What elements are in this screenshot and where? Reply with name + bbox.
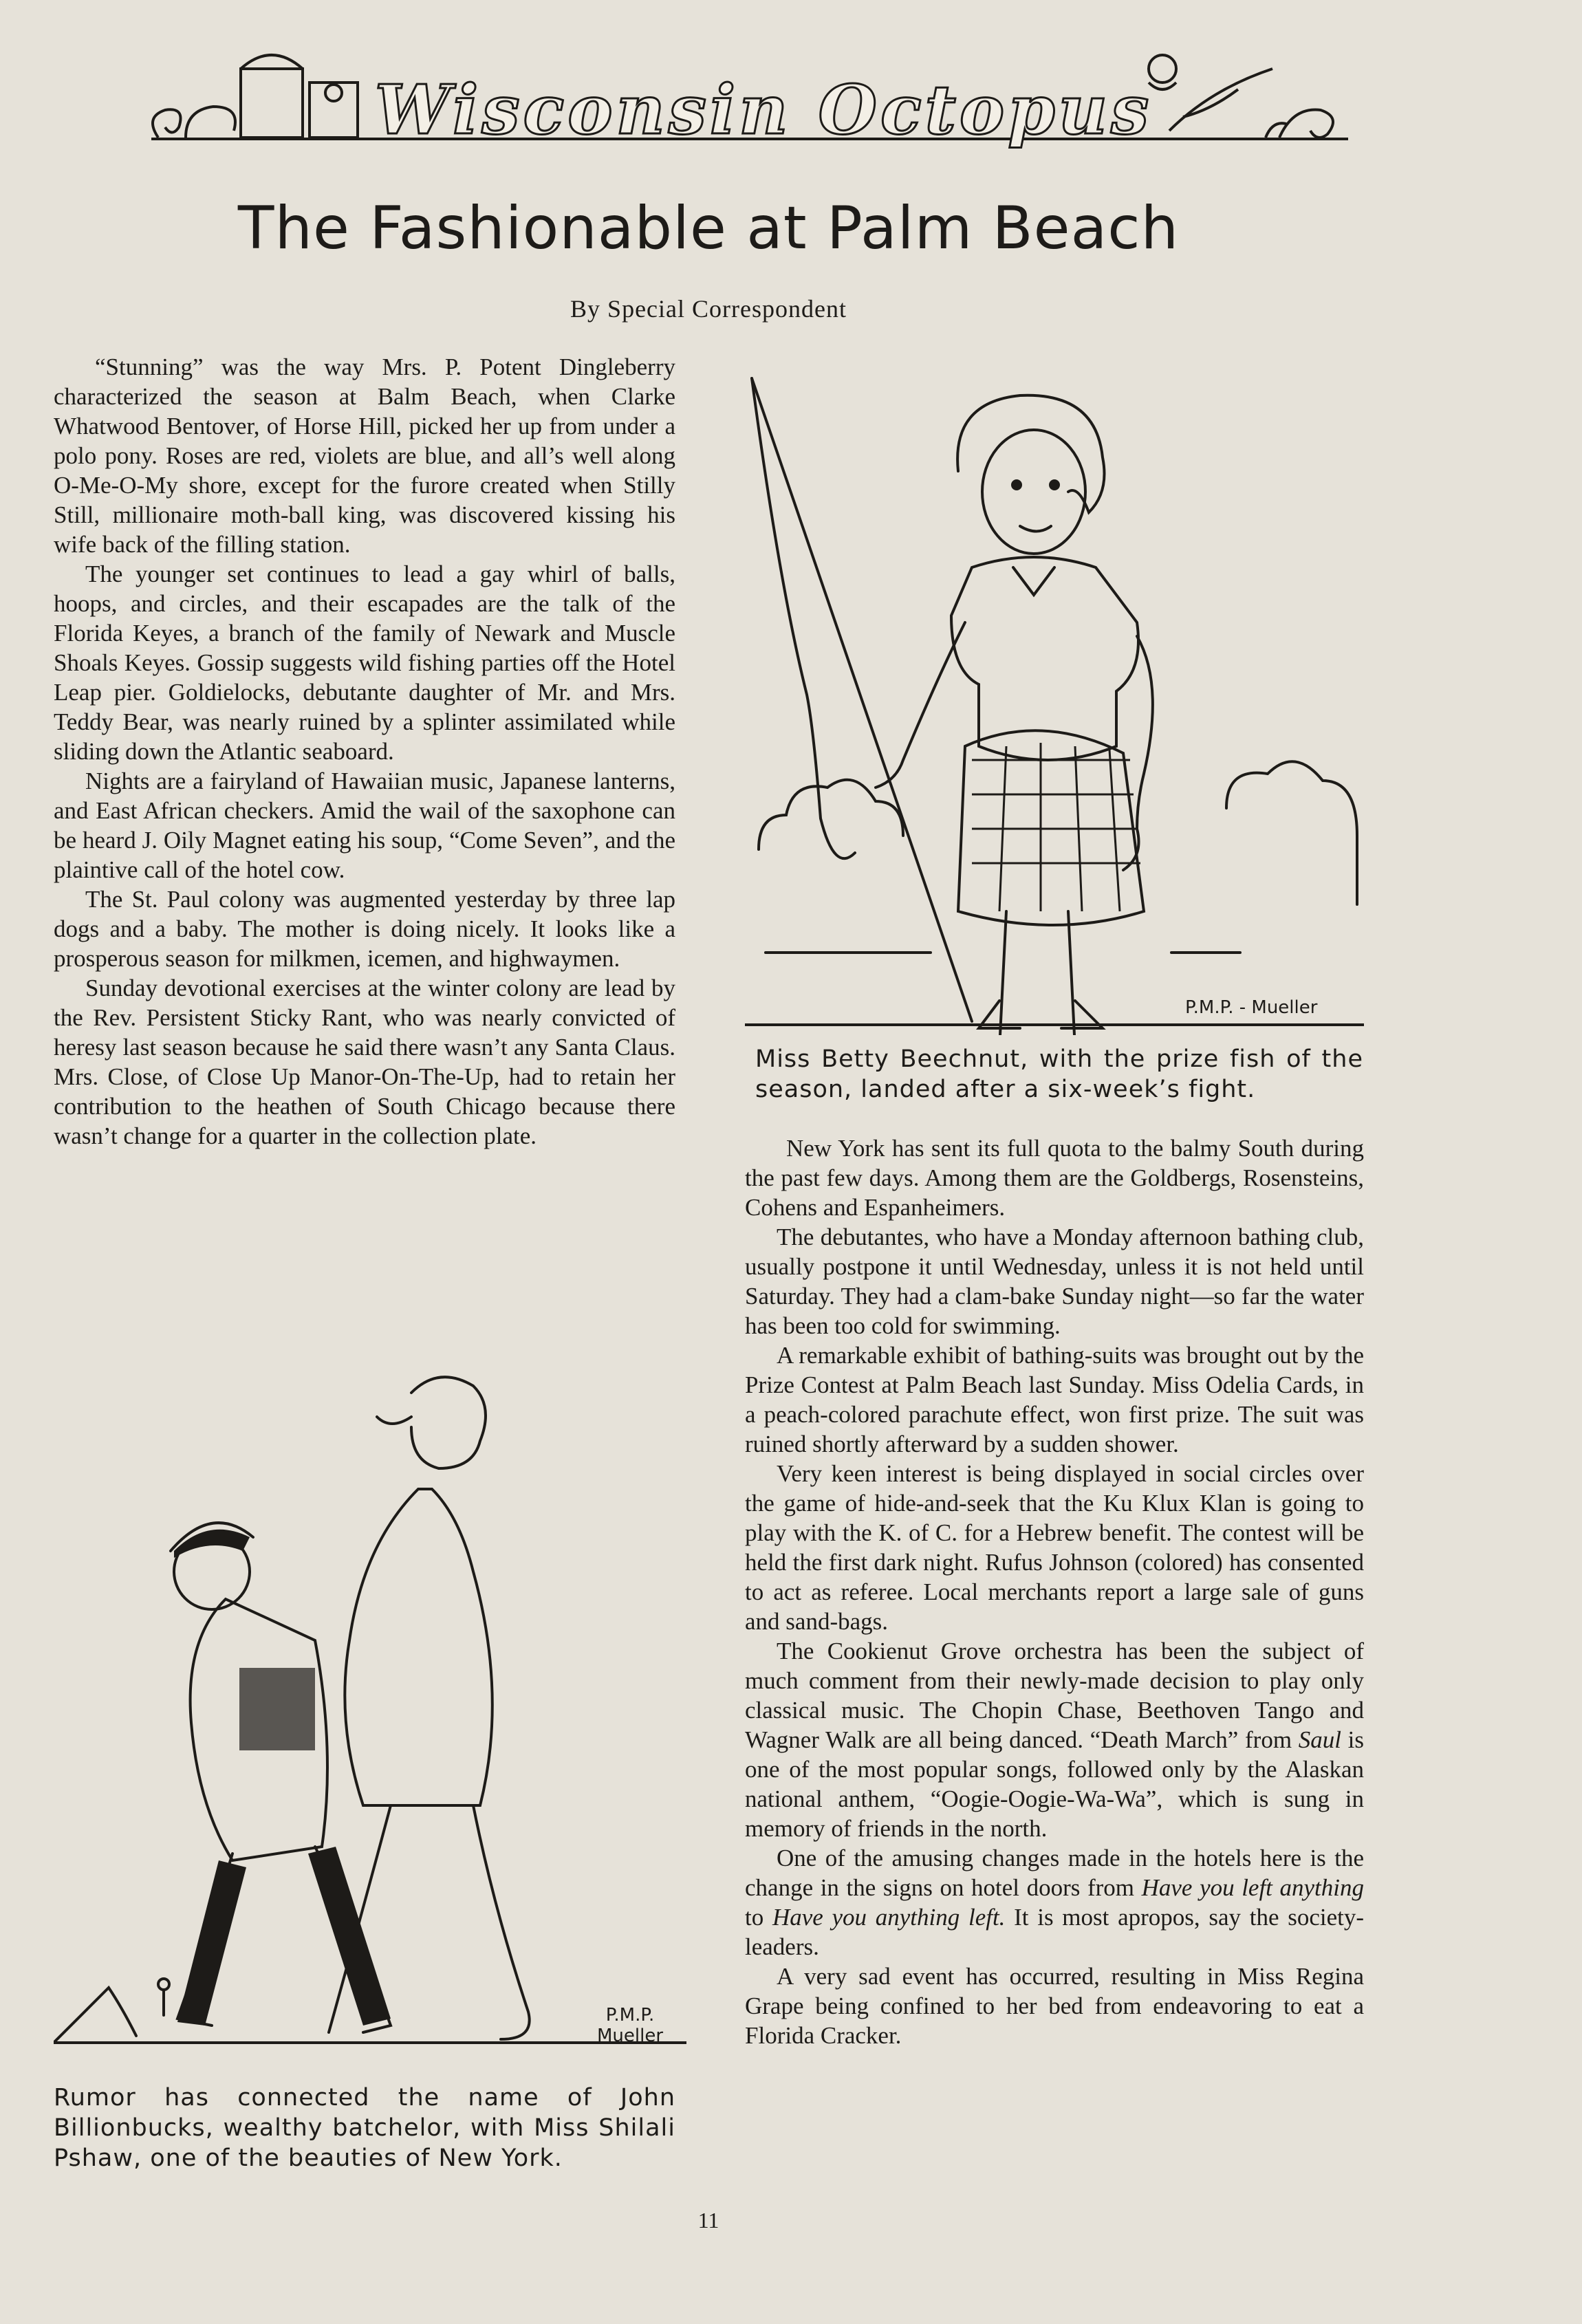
fisher-caption: Miss Betty Beechnut, with the prize fish of the season, landed after a six-week’s fight. (755, 1045, 1363, 1103)
paragraph: Sunday devotional exercises at the winter colony are lead by the Rev. Persistent Sticky Rant, who was nearly convicted of heresy last season because he said there wasn’t any Santa Claus. Mrs. Close, of Close Up Manor-On-The-Up, had to retain her contribution to the heathen of South Chicago because there wasn’t change for a quarter in the collection plate. (54, 975, 675, 1149)
paragraph (745, 1636, 1364, 1843)
paragraph: Very keen interest is being displayed in social circles over the game of hide-and-seek that the Ku Klux Klan is going to play with the K. of C. for a Hebrew benefit. The contest will be held the first dark night. Rufus Johnson (colored) has consented to act as referee. Local merchants report a large sale of guns and sand-bags. (745, 1460, 1364, 1635)
signature-line: Mueller (597, 2026, 664, 2046)
illustration-signature (597, 2005, 663, 2046)
signature-line: P.M.P. (605, 2005, 655, 2026)
article-headline: The Fashionable at Palm Beach (237, 194, 1180, 263)
paragraph: The St. Paul colony was augmented yesterday by three lap dogs and a baby. The mother is doing nicely. It looks like a prosperous season for milkmen, icemen, and highwaymen. (54, 886, 675, 972)
paragraph: “Stunning” was the way Mrs. P. Potent Dingleberry characterized the season at Balm Beach, when Clarke Whatwood Bentover, of Horse Hill, picked her up from under a polo pony. Roses are red, violets are blue, and all’s well along O-Me-O-My shore, except for the furore created when Stilly Still, millionaire moth-ball king, was discovered kissing his wife back of the filling station. (54, 354, 675, 558)
article-byline: By Special Correspondent (570, 295, 847, 323)
italic-run: Have you anything left. (772, 1904, 1006, 1931)
italic-run: Saul (1298, 1726, 1341, 1753)
page-number: 11 (697, 2208, 719, 2233)
illustration-fisher-woman (745, 361, 1364, 1035)
masthead (138, 41, 1348, 158)
masthead-title: Wisconsin Octopus (374, 70, 1153, 150)
text-run: is one of the most popular songs, followed only by the Alaskan national anthem, “Oogie-Oogie-Wa-Wa”, which is sung in memory of friends in the north. (745, 1726, 1364, 1842)
paragraph: The younger set continues to lead a gay whirl of balls, hoops, and circles, and their escapades are the talk of the Florida Keyes, a branch of the family of Newark and Muscle Shoals Keyes. Gossip suggests wild fishing parties off the Hotel Leap pier. Goldielocks, debutante daughter of Mr. and Mrs. Teddy Bear, was nearly ruined by a splinter assimilated while sliding down the Atlantic seaboard. (54, 561, 675, 765)
text-run: One of the amusing changes made in the hotels here is the change in the signs on hotel doors from (745, 1845, 1364, 1901)
paragraph: Nights are a fairyland of Hawaiian music, Japanese lanterns, and East African checkers. Amid the wail of the saxophone can be heard J. Oily Magnet eating his soup, “Come Seven”, and the plaintive call of the hotel cow. (54, 768, 675, 883)
paragraph: A remarkable exhibit of bathing-suits was brought out by the Prize Contest at Palm Beach last Sunday. Miss Odelia Cards, in a peach-colored parachute effect, won first prize. The suit was ruined shortly afterward by a sudden shower. (745, 1342, 1364, 1457)
paragraph: The debutantes, who have a Monday afternoon bathing club, usually postpone it until Wednesday, unless it is not held until Saturday. They had a clam-bake Sunday night—so far the water has been too cold for swimming. (745, 1224, 1364, 1339)
italic-run: Have you left anything (1141, 1874, 1364, 1901)
text-run: to (745, 1904, 772, 1931)
right-column-text (745, 1133, 1364, 2050)
illustration-couple (54, 1351, 686, 2067)
paragraph: A very sad event has occurred, resulting in Miss Regina Grape being confined to her bed from endeavoring to eat a Florida Cracker. (745, 1963, 1364, 2049)
paragraph: New York has sent its full quota to the balmy South during the past few days. Among them are the Goldbergs, Rosensteins, Cohens and Espanheimers. (745, 1135, 1364, 1221)
text-run: It is most apropos, say the society-leaders. (745, 1904, 1364, 1960)
text-run: The Cookienut Grove orchestra has been the subject of much comment from their newly-made decision to play only classical music. The Chopin Chase, Beethoven Tango and Wagner Walk are all being danced. “Death March” from (745, 1638, 1364, 1753)
left-column-text (54, 352, 675, 1151)
illustration-signature: P.M.P. - Mueller (1185, 997, 1318, 1018)
paragraph (745, 1843, 1364, 1962)
couple-caption: Rumor has connected the name of John Billionbucks, wealthy batchelor, with Miss Shilali Pshaw, one of the beauties of New York. (54, 2084, 675, 2172)
